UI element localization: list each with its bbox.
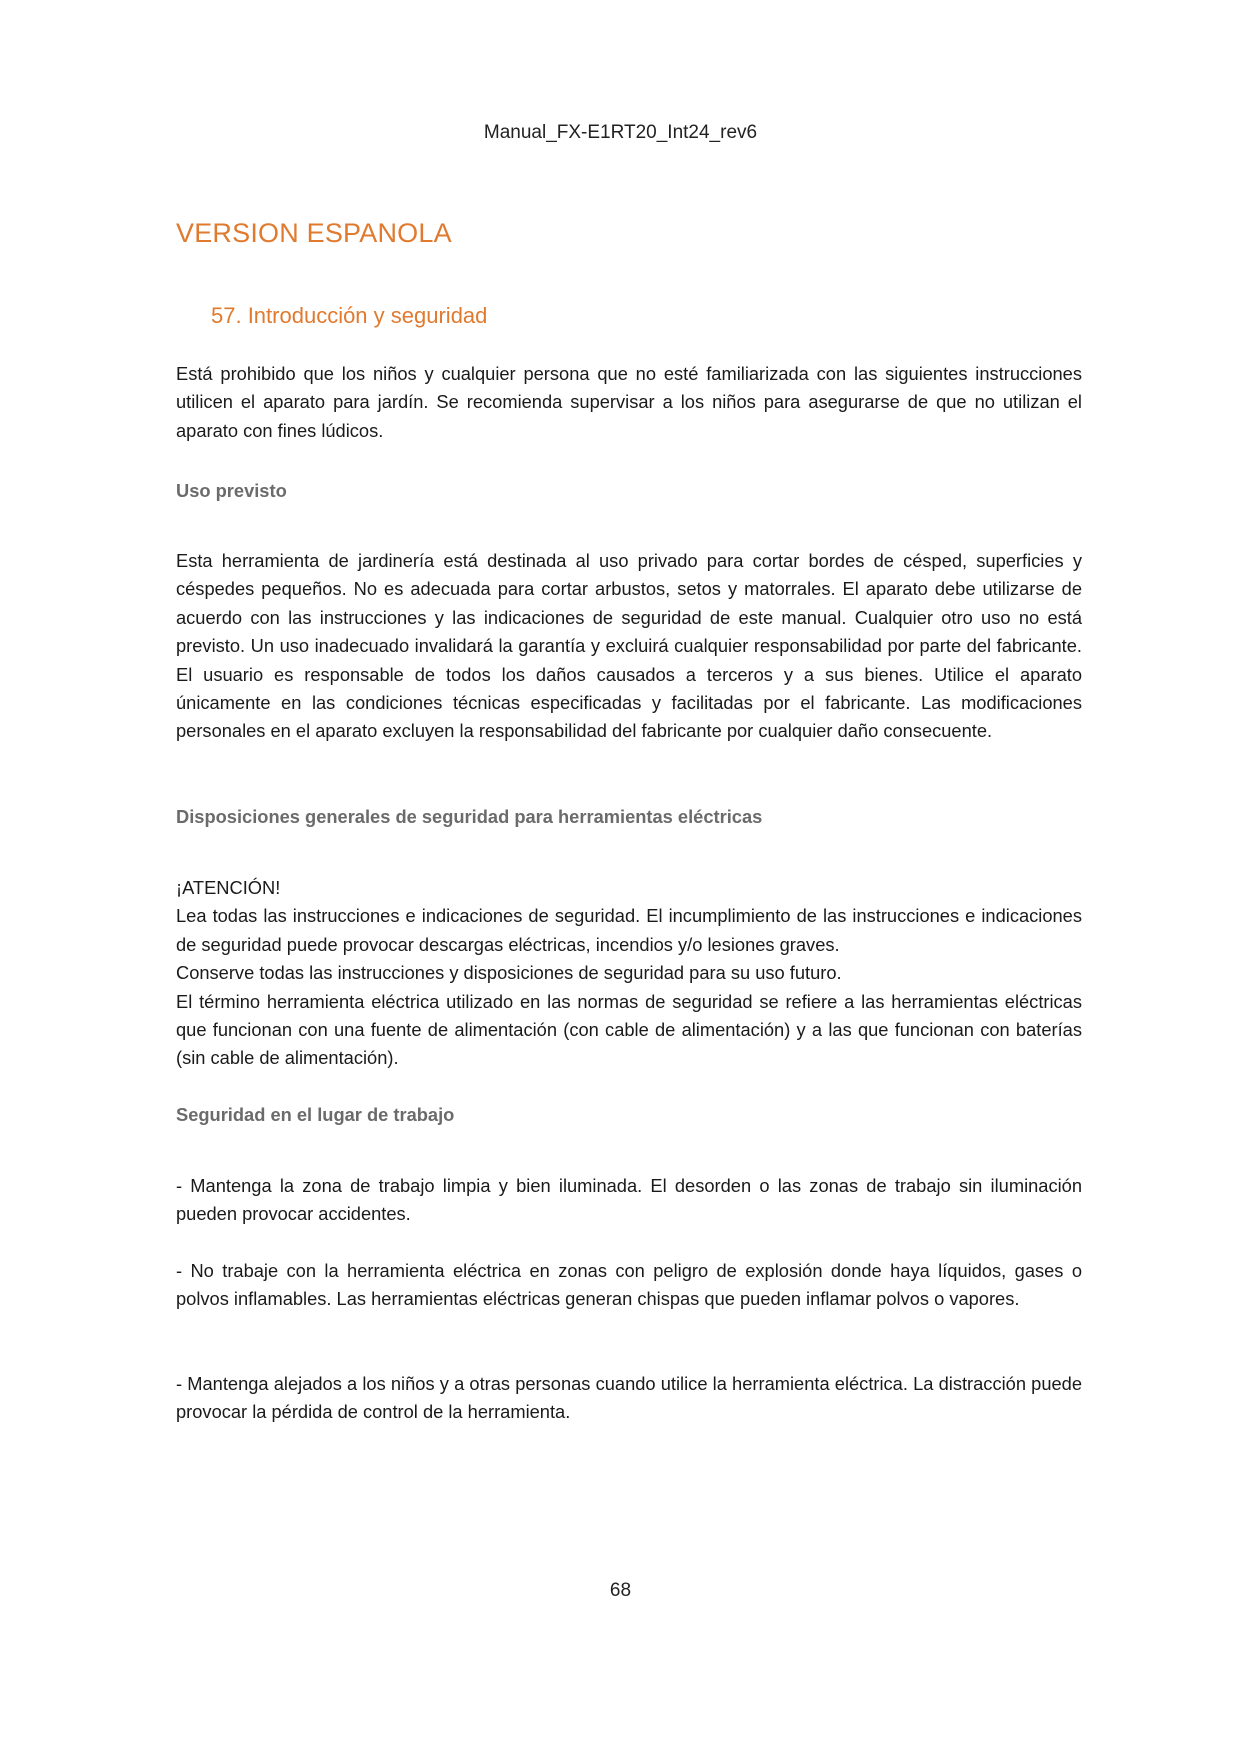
disposiciones-heading: Disposiciones generales de seguridad para herramientas eléctricas bbox=[176, 806, 763, 827]
disposiciones-para-2: Conserve todas las instrucciones y disposiciones de seguridad para su uso futuro. bbox=[176, 962, 842, 984]
lugar-trabajo-item bbox=[176, 1257, 1082, 1314]
disposiciones-para-1: Lea todas las instrucciones e indicaciones de seguridad. El incumplimiento de las instrucciones e indicaciones de seguridad puede provocar descargas eléctricas, incendios y/o lesiones graves. bbox=[176, 905, 1082, 955]
list-item: - Mantenga alejados a los niños y a otras personas cuando utilice la herramienta eléctrica. La distracción puede provocar la pérdida de control de la herramienta. bbox=[176, 1373, 1082, 1423]
uso-previsto-heading: Uso previsto bbox=[176, 480, 287, 501]
section-title: 57. Introducción y seguridad bbox=[211, 303, 488, 328]
uso-previsto-text: Esta herramienta de jardinería está destinada al uso privado para cortar bordes de césped, superficies y céspedes pequeños. No es adecuada para cortar arbustos, setos y matorrales. El aparato debe utilizarse de acuerdo con las instrucciones y las indicaciones de seguridad de este manual. Cualquier otro uso no está previsto. Un uso inadecuado invalidará la garantía y excluirá cualquier responsabilidad por parte del fabricante. El usuario es responsable de todos los daños causados a terceros y a sus bienes. Utilice el aparato únicamente en las condiciones técnicas especificadas y facilitadas por el fabricante. Las modificaciones personales en el aparato excluyen la responsabilidad del fabricante por cualquier daño consecuente. bbox=[176, 550, 1082, 742]
page-number: 68 bbox=[609, 1580, 632, 1601]
disposiciones-para-3: El término herramienta eléctrica utilizado en las normas de seguridad se refiere a las herramientas eléctricas que funcionan con una fuente de alimentación (con cable de alimentación) y a las que funcionan con baterías (sin cable de alimentación). bbox=[176, 990, 1082, 1069]
list-item: - Mantenga la zona de trabajo limpia y bien iluminada. El desorden o las zonas de trabajo sin iluminación pueden provocar accidentes. bbox=[176, 1175, 1082, 1225]
document-header: Manual_FX-E1RT20_Int24_rev6 bbox=[483, 122, 758, 143]
lugar-trabajo-item bbox=[176, 1370, 1082, 1427]
intro-text: Está prohibido que los niños y cualquier persona que no esté familiarizada con las siguientes instrucciones utilicen el aparato para jardín. Se recomienda supervisar a los niños para asegurarse de que no utilizan el aparato con fines lúdicos. bbox=[176, 363, 1082, 441]
uso-previsto-paragraph bbox=[176, 547, 1082, 746]
lugar-trabajo-heading: Seguridad en el lugar de trabajo bbox=[176, 1104, 455, 1125]
version-title: VERSION ESPANOLA bbox=[176, 218, 452, 248]
lugar-trabajo-item bbox=[176, 1172, 1082, 1229]
disposiciones-block bbox=[176, 874, 1082, 1073]
list-item: - No trabaje con la herramienta eléctrica en zonas con peligro de explosión donde haya líquidos, gases o polvos inflamables. Las herramientas eléctricas generan chispas que pueden inflamar polvos o vapores. bbox=[176, 1260, 1082, 1310]
intro-paragraph bbox=[176, 360, 1082, 445]
attention-label: ¡ATENCIÓN! bbox=[176, 877, 281, 898]
